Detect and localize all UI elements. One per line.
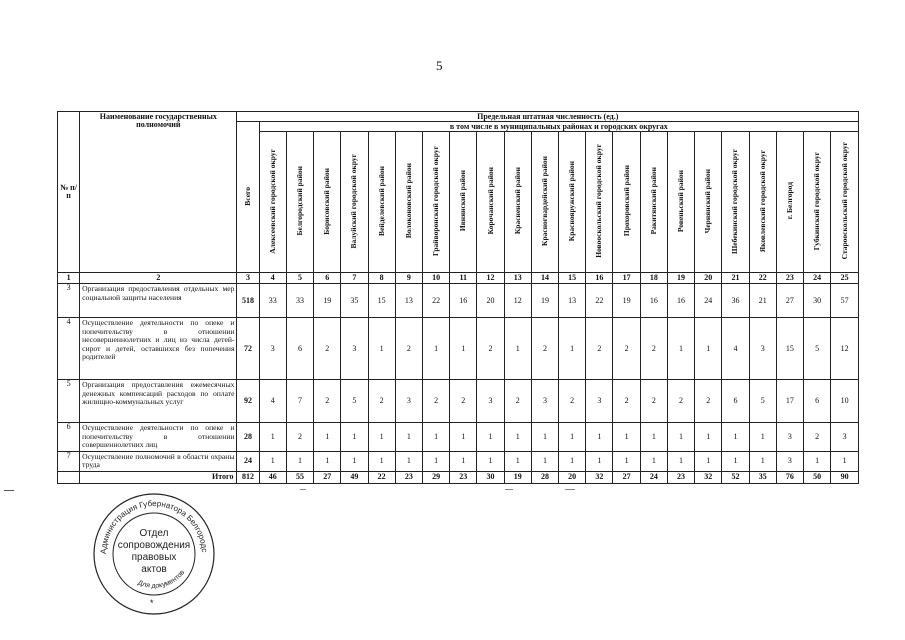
staff-count-cell: 1 [259, 451, 286, 471]
municipality-total: 24 [640, 471, 667, 483]
staff-count-cell: 22 [586, 284, 613, 318]
staff-count-cell: 12 [831, 318, 859, 380]
staff-count-cell: 19 [613, 284, 640, 318]
municipality-total: 76 [776, 471, 803, 483]
column-number: 8 [368, 273, 395, 284]
staff-count-cell: 2 [504, 380, 531, 423]
municipality-header: г. Белгород [776, 132, 803, 273]
staff-count-cell: 21 [749, 284, 776, 318]
num-col-header: № п/п [58, 112, 80, 273]
stamp-star: * [150, 598, 154, 608]
page-number: 5 [436, 58, 443, 73]
row-number: 5 [58, 380, 80, 423]
staff-count-cell: 2 [368, 380, 395, 423]
staff-count-cell: 1 [586, 423, 613, 452]
totals-row [58, 471, 859, 483]
row-number: 7 [58, 451, 80, 471]
municipality-header: Ивнянский район [450, 132, 477, 273]
power-name: Осуществление полномочий в области охраны труда [82, 451, 235, 470]
staff-count-cell: 5 [749, 380, 776, 423]
staff-count-cell: 6 [722, 380, 749, 423]
column-number: 14 [531, 273, 558, 284]
column-number: 23 [776, 273, 803, 284]
staff-count-cell: 2 [314, 318, 341, 380]
margin-mark [4, 490, 14, 491]
municipality-header: Грайворонский городской округ [422, 132, 449, 273]
staff-count-cell: 3 [831, 423, 859, 452]
municipality-total: 23 [450, 471, 477, 483]
staff-count-cell: 16 [640, 284, 667, 318]
staff-count-cell: 1 [667, 451, 694, 471]
municipality-total: 23 [667, 471, 694, 483]
municipality-total: 19 [504, 471, 531, 483]
staff-count-cell: 1 [586, 451, 613, 471]
municipality-total: 55 [286, 471, 313, 483]
staff-count-cell: 1 [504, 423, 531, 452]
staff-count-cell: 3 [586, 380, 613, 423]
staff-count-cell: 2 [531, 318, 558, 380]
staff-count-cell: 1 [341, 451, 368, 471]
staff-count-cell: 1 [314, 423, 341, 452]
staff-count-cell: 1 [368, 318, 395, 380]
staff-count-cell: 2 [559, 380, 586, 423]
municipality-header: Валуйский городской округ [341, 132, 368, 273]
municipality-header: Краснояружский район [559, 132, 586, 273]
staff-count-cell: 1 [667, 318, 694, 380]
municipality-header: Белгородский район [286, 132, 313, 273]
staff-count-cell: 1 [695, 318, 722, 380]
staff-count-cell: 1 [749, 451, 776, 471]
staff-count-cell: 2 [667, 380, 694, 423]
staff-count-cell: 1 [613, 423, 640, 452]
staff-count-cell: 2 [613, 380, 640, 423]
municipality-total: 90 [831, 471, 859, 483]
municipality-total: 50 [804, 471, 831, 483]
staff-count-cell: 3 [776, 423, 803, 452]
column-number: 6 [314, 273, 341, 284]
staff-count-cell: 3 [259, 318, 286, 380]
municipality-header: Старооскольский городской округ [831, 132, 859, 273]
municipality-header: Новооскольский городской округ [586, 132, 613, 273]
staff-count-cell: 1 [559, 318, 586, 380]
staff-count-cell: 3 [341, 318, 368, 380]
municipality-total: 30 [477, 471, 504, 483]
staff-count-cell: 13 [395, 284, 422, 318]
staff-count-cell: 30 [804, 284, 831, 318]
staff-count-cell: 1 [286, 451, 313, 471]
power-name: Организация предоставления отдельных мер социальной защиты населения [82, 284, 235, 302]
table-row [58, 423, 859, 452]
staff-count-cell: 1 [559, 423, 586, 452]
staff-count-cell: 1 [640, 423, 667, 452]
staff-count-cell: 1 [613, 451, 640, 471]
scan-mark [300, 489, 306, 490]
municipality-total: 32 [586, 471, 613, 483]
municipality-header: Ракитянский район [640, 132, 667, 273]
staff-count-cell: 1 [749, 423, 776, 452]
municipality-header: Яковлевский городской округ [749, 132, 776, 273]
staff-count-cell: 19 [314, 284, 341, 318]
column-number-row [58, 273, 859, 284]
staff-count-cell: 1 [422, 423, 449, 452]
column-number: 4 [259, 273, 286, 284]
staff-count-cell: 1 [831, 451, 859, 471]
total-col-header: Всего [237, 122, 259, 273]
staff-count-cell: 1 [722, 451, 749, 471]
row-number: 3 [58, 284, 80, 318]
staff-count-cell: 1 [531, 451, 558, 471]
staff-count-cell: 20 [477, 284, 504, 318]
municipality-header: Ровеньский район [667, 132, 694, 273]
municipality-header: Корочанский район [477, 132, 504, 273]
column-number: 16 [586, 273, 613, 284]
column-number: 10 [422, 273, 449, 284]
column-number: 11 [450, 273, 477, 284]
staff-count-cell: 2 [422, 380, 449, 423]
staff-count-cell: 1 [504, 451, 531, 471]
column-number: 1 [58, 273, 80, 284]
row-total: 28 [237, 423, 259, 452]
scan-mark [565, 489, 575, 490]
official-stamp [92, 492, 216, 616]
power-name: Осуществление деятельности по опеке и попечительству в отношении несовершеннолетних и лиц из числа детей-сирот и детей, оставшихся без попечения родителей [82, 318, 235, 362]
municipality-total: 27 [314, 471, 341, 483]
column-number: 3 [237, 273, 259, 284]
staff-count-cell: 1 [259, 423, 286, 452]
staff-count-cell: 2 [586, 318, 613, 380]
staff-count-cell: 1 [450, 451, 477, 471]
row-total: 92 [237, 380, 259, 423]
municipality-total: 52 [722, 471, 749, 483]
table-row [58, 284, 859, 318]
column-number: 5 [286, 273, 313, 284]
power-name-cell [80, 423, 237, 452]
row-total: 518 [237, 284, 259, 318]
staff-count-cell: 2 [314, 380, 341, 423]
power-name-cell [80, 318, 237, 380]
municipality-total: 20 [559, 471, 586, 483]
staff-count-cell: 10 [831, 380, 859, 423]
municipality-header: Губкинский городской округ [804, 132, 831, 273]
column-number: 9 [395, 273, 422, 284]
staff-count-cell: 1 [695, 423, 722, 452]
municipality-total: 23 [395, 471, 422, 483]
staff-count-cell: 2 [477, 318, 504, 380]
scan-mark [505, 489, 513, 490]
limit-title: Предельная штатная численность (ед.) [237, 112, 859, 122]
staff-count-cell: 1 [422, 318, 449, 380]
staff-count-cell: 1 [395, 423, 422, 452]
totals-label: Итого [80, 471, 237, 483]
staff-count-cell: 13 [559, 284, 586, 318]
staff-count-cell: 16 [450, 284, 477, 318]
row-number: 4 [58, 318, 80, 380]
row-number: 6 [58, 423, 80, 452]
staff-count-cell: 36 [722, 284, 749, 318]
table-row [58, 318, 859, 380]
column-number: 19 [667, 273, 694, 284]
municipality-total: 35 [749, 471, 776, 483]
staff-count-cell: 27 [776, 284, 803, 318]
column-number: 20 [695, 273, 722, 284]
staff-count-cell: 1 [477, 451, 504, 471]
municipality-total: 46 [259, 471, 286, 483]
municipality-header: Волоконовский район [395, 132, 422, 273]
staff-count-cell: 1 [804, 451, 831, 471]
stamp-arc-bottom: Для документов [136, 569, 187, 590]
staff-count-cell: 35 [341, 284, 368, 318]
staff-count-cell: 2 [613, 318, 640, 380]
column-number: 7 [341, 273, 368, 284]
name-col-header: Наименование государственных полномочий [80, 112, 237, 273]
staff-count-cell: 3 [477, 380, 504, 423]
totals-blank-cell [58, 471, 80, 483]
staff-count-cell: 3 [395, 380, 422, 423]
column-number: 25 [831, 273, 859, 284]
column-number: 13 [504, 273, 531, 284]
stamp-center-text: Отдел сопровождения правовых актов [117, 528, 191, 575]
municipality-total: 32 [695, 471, 722, 483]
column-number: 21 [722, 273, 749, 284]
staff-count-cell: 2 [450, 380, 477, 423]
grand-total: 812 [237, 471, 259, 483]
staff-count-cell: 24 [695, 284, 722, 318]
power-name: Организация предоставления ежемесячных денежных компенсаций расходов по оплате жилищно-коммунальных услуг [82, 380, 235, 407]
row-total: 24 [237, 451, 259, 471]
staff-count-cell: 1 [640, 451, 667, 471]
staff-count-cell: 1 [422, 451, 449, 471]
staff-count-cell: 19 [531, 284, 558, 318]
staff-count-cell: 1 [395, 451, 422, 471]
staff-count-cell: 1 [667, 423, 694, 452]
staff-count-cell: 2 [395, 318, 422, 380]
staff-count-cell: 57 [831, 284, 859, 318]
municipality-total: 27 [613, 471, 640, 483]
municipality-header: Шебекинский городской округ [722, 132, 749, 273]
power-name-cell [80, 380, 237, 423]
staff-count-cell: 6 [286, 318, 313, 380]
municipality-header: Вейделевский район [368, 132, 395, 273]
column-number: 18 [640, 273, 667, 284]
municipality-total: 22 [368, 471, 395, 483]
staff-count-cell: 1 [450, 423, 477, 452]
column-number: 17 [613, 273, 640, 284]
staff-count-cell: 3 [776, 451, 803, 471]
staff-count-cell: 4 [722, 318, 749, 380]
municipality-total: 29 [422, 471, 449, 483]
staff-count-cell: 1 [722, 423, 749, 452]
power-name: Осуществление деятельности по опеке и попечительству в отношении совершеннолетних лиц [82, 423, 235, 450]
staff-count-cell: 17 [776, 380, 803, 423]
municipality-header: Красненский район [504, 132, 531, 273]
municipality-header: Алексеевский городской округ [259, 132, 286, 273]
staff-count-cell: 1 [559, 451, 586, 471]
power-name-cell [80, 284, 237, 318]
staff-count-cell: 1 [477, 423, 504, 452]
staff-count-cell: 1 [531, 423, 558, 452]
staffing-table [57, 111, 859, 484]
staff-count-cell: 33 [259, 284, 286, 318]
staff-count-cell: 2 [804, 423, 831, 452]
column-number: 24 [804, 273, 831, 284]
municipality-header: Борисовский район [314, 132, 341, 273]
staff-count-cell: 6 [804, 380, 831, 423]
table-row [58, 451, 859, 471]
staff-count-cell: 2 [695, 380, 722, 423]
municipality-total: 49 [341, 471, 368, 483]
staff-count-cell: 33 [286, 284, 313, 318]
municipality-header: Чернянский район [695, 132, 722, 273]
staff-count-cell: 3 [749, 318, 776, 380]
power-name-cell [80, 451, 237, 471]
staff-count-cell: 1 [341, 423, 368, 452]
municipality-header: Прохоровский район [613, 132, 640, 273]
staff-count-cell: 5 [341, 380, 368, 423]
row-total: 72 [237, 318, 259, 380]
staff-count-cell: 16 [667, 284, 694, 318]
staff-count-cell: 1 [450, 318, 477, 380]
table-row [58, 380, 859, 423]
staff-count-cell: 5 [804, 318, 831, 380]
staff-count-cell: 1 [368, 451, 395, 471]
staff-count-cell: 1 [314, 451, 341, 471]
column-number: 15 [559, 273, 586, 284]
municipality-header: Красногвардейский район [531, 132, 558, 273]
staff-count-cell: 7 [286, 380, 313, 423]
staff-count-cell: 15 [368, 284, 395, 318]
staff-count-cell: 2 [286, 423, 313, 452]
staff-count-cell: 4 [259, 380, 286, 423]
staff-count-cell: 1 [504, 318, 531, 380]
staff-count-cell: 1 [695, 451, 722, 471]
column-number: 12 [477, 273, 504, 284]
staff-count-cell: 15 [776, 318, 803, 380]
staff-count-cell: 12 [504, 284, 531, 318]
column-number: 2 [80, 273, 237, 284]
municipalities-subtitle: в том числе в муниципальных районах и городских округах [259, 122, 858, 132]
staff-count-cell: 3 [531, 380, 558, 423]
staff-count-cell: 1 [368, 423, 395, 452]
staff-count-cell: 2 [640, 318, 667, 380]
stamp-arc-text: Администрация Губернатора Белгородс [98, 498, 209, 555]
staff-count-cell: 22 [422, 284, 449, 318]
municipality-total: 28 [531, 471, 558, 483]
column-number: 22 [749, 273, 776, 284]
staff-count-cell: 2 [640, 380, 667, 423]
